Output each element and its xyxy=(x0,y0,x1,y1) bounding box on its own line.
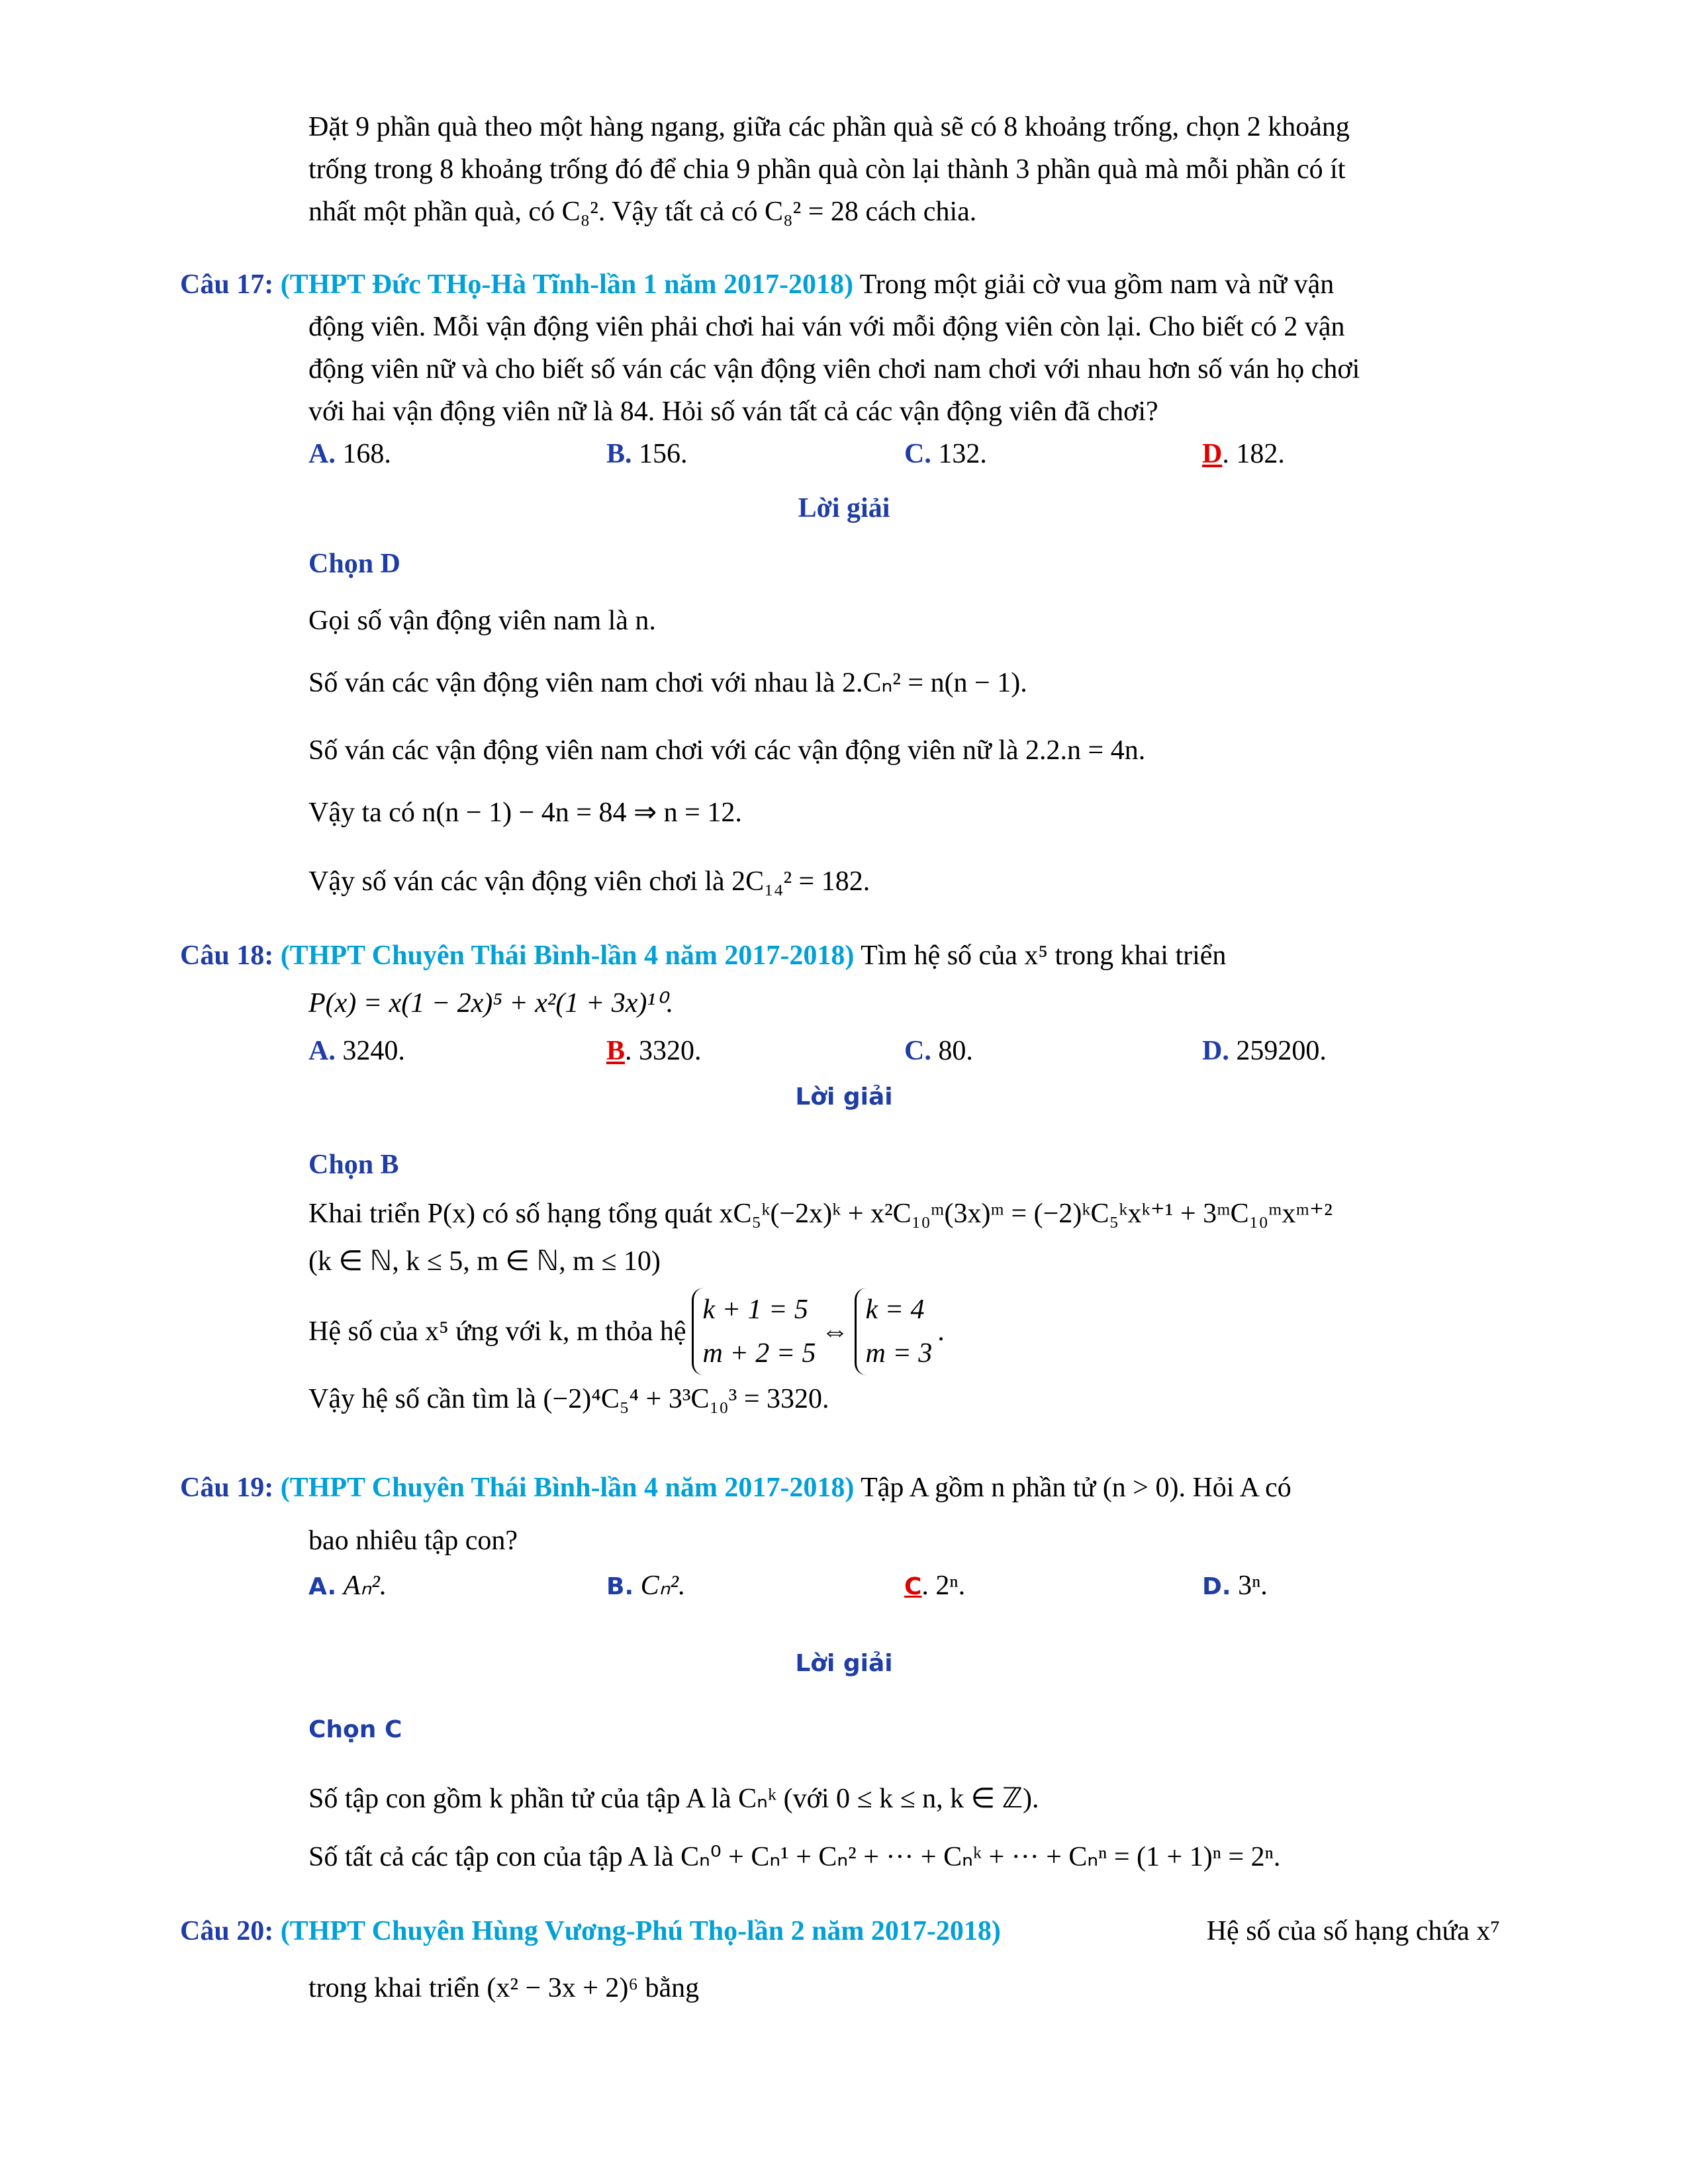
question-text: Hệ số của số hạng chứa x⁷ xyxy=(1206,1916,1500,1946)
solution-line: Số tất cả các tập con của tập A là Cₙ⁰ + Cₙ¹ + Cₙ² + ··· + Cₙᵏ + ··· + Cₙⁿ = (1 + 1)ⁿ = 2ⁿ. xyxy=(308,1842,1281,1872)
solution-line: Gọi số vận động viên nam là n. xyxy=(308,606,656,636)
question-18 xyxy=(180,934,1500,977)
chosen-answer: Chọn D xyxy=(308,549,400,579)
answer-options xyxy=(308,1565,1500,1608)
option-d[interactable]: D. 259200. xyxy=(1202,1036,1327,1066)
question-source: (THPT Chuyên Thái Bình-lần 4 năm 2017-2018) xyxy=(280,1473,855,1503)
question-text: động viên nữ và cho biết số ván các vận động viên chơi nam chơi với nhau hơn số ván họ chơi xyxy=(308,354,1360,385)
solution-line: Số tập con gồm k phần tử của tập A là Cₙᵏ (với 0 ≤ k ≤ n, k ∈ ℤ). xyxy=(308,1784,1039,1814)
option-b-correct[interactable]: B. 3320. xyxy=(606,1036,702,1066)
solution-19 xyxy=(308,1709,1500,1878)
solution-line: (k ∈ ℕ, k ≤ 5, m ∈ ℕ, m ≤ 10) xyxy=(308,1246,661,1277)
question-text: Trong một giải cờ vua gồm nam và nữ vận xyxy=(859,269,1335,300)
solution-line: Vậy hệ số cần tìm là (−2)⁴C₅⁴ + 3³C₁₀³ = 3320. xyxy=(308,1384,829,1414)
question-17 xyxy=(180,263,1500,306)
solution-line: Vậy ta có n(n − 1) − 4n = 84 ⇒ n = 12. xyxy=(308,797,742,828)
equivalence-symbol: ⇔ xyxy=(821,1316,849,1347)
question-text: với hai vận động viên nữ là 84. Hỏi số ván tất cả các vận động viên đã chơi? xyxy=(308,396,1158,427)
intro-line-1: Đặt 9 phần quà theo một hàng ngang, giữa các phần quà sẽ có 8 khoảng trống, chọn 2 khoảng xyxy=(308,112,1350,142)
question-18-body xyxy=(308,982,1500,1072)
equation-system-2: k = 4 m = 3 xyxy=(855,1288,933,1375)
question-20-body xyxy=(308,1967,1500,2009)
question-17-body xyxy=(308,306,1500,475)
intro-line-2: trống trong 8 khoảng trống đó để chia 9 phần quà còn lại thành 3 phần quà mà mỗi phần có ít xyxy=(308,154,1346,185)
question-text: Tập A gồm n phần tử (n > 0). Hỏi A có xyxy=(861,1473,1291,1503)
option-c[interactable]: C. 132. xyxy=(904,439,987,469)
solution-title: Lời giải xyxy=(795,1650,893,1677)
question-label: Câu 20: xyxy=(180,1916,274,1946)
solution-title: Lời giải xyxy=(798,493,890,523)
question-label: Câu 19: xyxy=(180,1473,274,1503)
intro-paragraph xyxy=(308,106,1500,233)
solution-title: Lời giải xyxy=(795,1083,893,1111)
question-19-body xyxy=(308,1520,1500,1608)
option-a[interactable]: A. 168. xyxy=(308,439,391,469)
intro-line-3: nhất một phần quà, có C₈². Vậy tất cả có C₈² = 28 cách chia. xyxy=(308,197,977,227)
question-text: trong khai triển (x² − 3x + 2)⁶ bằng xyxy=(308,1973,700,2003)
solution-18 xyxy=(308,1144,1500,1420)
option-c-correct[interactable]: C. 2ⁿ. xyxy=(904,1570,966,1601)
option-b[interactable]: B. 156. xyxy=(606,439,688,469)
option-d-correct[interactable]: D. 182. xyxy=(1202,439,1285,469)
equation-system-1: k + 1 = 5 m + 2 = 5 xyxy=(692,1288,816,1375)
question-formula: P(x) = x(1 − 2x)⁵ + x²(1 + 3x)¹⁰. xyxy=(308,988,674,1019)
solution-line: Số ván các vận động viên nam chơi với nhau là 2.Cₙ² = n(n − 1). xyxy=(308,668,1027,698)
question-text: động viên. Mỗi vận động viên phải chơi hai ván với mỗi động viên còn lại. Cho biết có 2 vận xyxy=(308,312,1345,342)
chosen-answer: Chọn C xyxy=(308,1716,402,1743)
question-text: Tìm hệ số của x⁵ trong khai triển xyxy=(861,940,1227,971)
question-source: (THPT Đức THọ-Hà Tĩnh-lần 1 năm 2017-2018) xyxy=(280,269,853,300)
question-20 xyxy=(180,1910,1500,1952)
solution-17 xyxy=(308,543,1500,903)
solution-line: Khai triển P(x) có số hạng tổng quát xC₅ᵏ(−2x)ᵏ + x²C₁₀ᵐ(3x)ᵐ = (−2)ᵏC₅ᵏxᵏ⁺¹ + 3ᵐC₁₀ᵐxᵐ⁺² xyxy=(308,1199,1333,1229)
option-d[interactable]: D. 3ⁿ. xyxy=(1202,1570,1268,1601)
question-source: (THPT Chuyên Hùng Vương-Phú Thọ-lần 2 năm 2017-2018) xyxy=(280,1916,1001,1946)
question-label: Câu 18: xyxy=(180,940,274,971)
solution-system-line: Hệ số của x⁵ ứng với k, m thỏa hệ k + 1 = 5 m + 2 = 5 ⇔ k = 4 m = 3 . xyxy=(308,1288,1500,1375)
answer-options xyxy=(308,1030,1500,1072)
question-19 xyxy=(180,1467,1500,1509)
question-label: Câu 17: xyxy=(180,269,274,300)
answer-options xyxy=(308,433,1500,475)
option-c[interactable]: C. 80. xyxy=(904,1036,973,1066)
solution-text: Hệ số của x⁵ ứng với k, m thỏa hệ xyxy=(308,1316,686,1347)
solution-line: Số ván các vận động viên nam chơi với các vận động viên nữ là 2.2.n = 4n. xyxy=(308,735,1146,766)
chosen-answer: Chọn B xyxy=(308,1150,399,1180)
solution-line: Vậy số ván các vận động viên chơi là 2C₁₄² = 182. xyxy=(308,866,870,897)
option-b[interactable]: B. Cₙ². xyxy=(606,1570,686,1601)
option-a[interactable]: A. Aₙ². xyxy=(308,1570,387,1601)
question-text: bao nhiêu tập con? xyxy=(308,1525,518,1556)
question-source: (THPT Chuyên Thái Bình-lần 4 năm 2017-2018) xyxy=(280,940,855,971)
option-a[interactable]: A. 3240. xyxy=(308,1036,405,1066)
